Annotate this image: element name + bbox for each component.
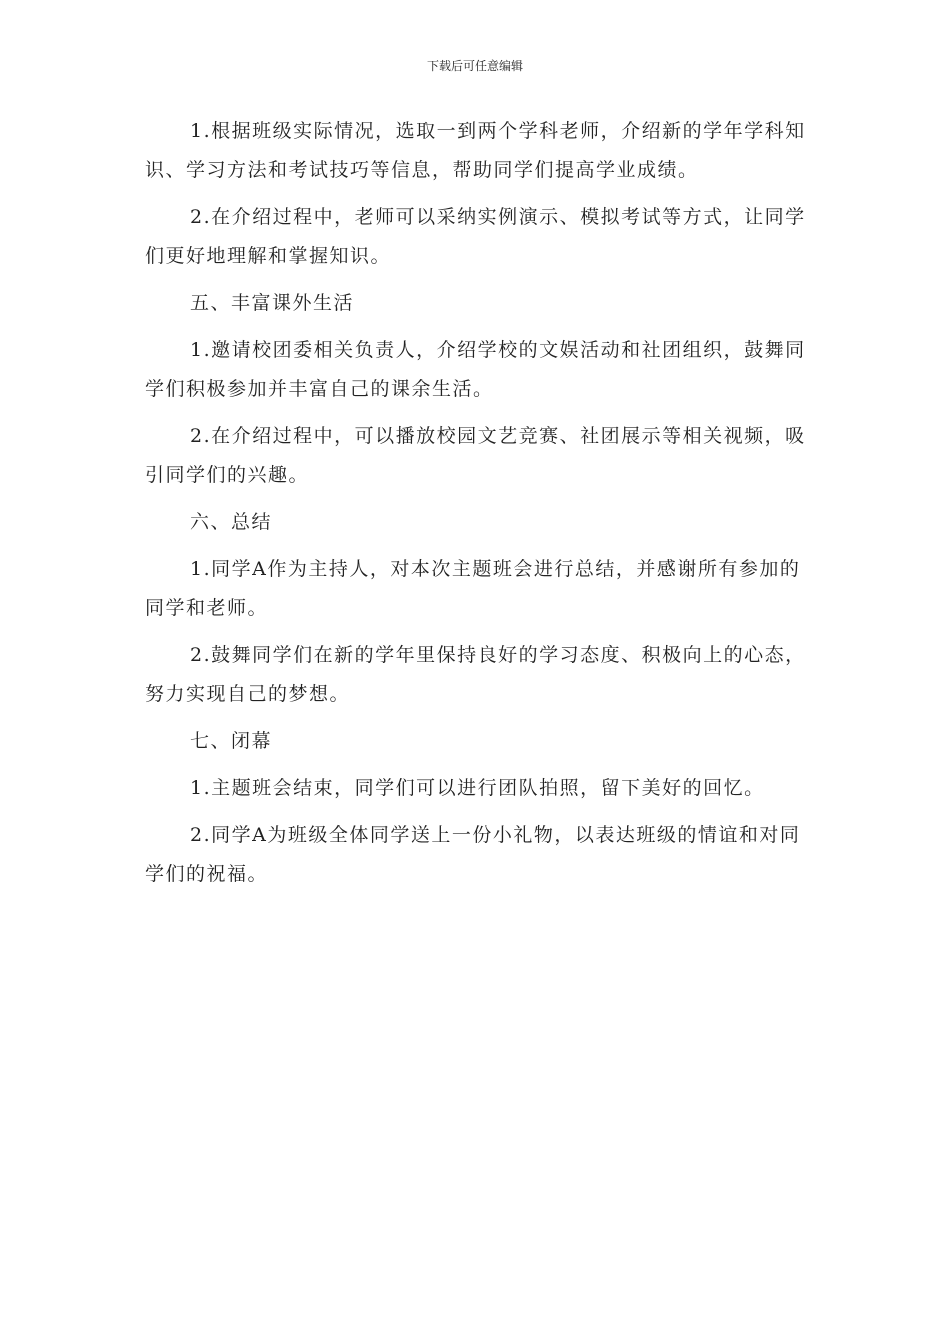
paragraph: 1.根据班级实际情况，选取一到两个学科老师，介绍新的学年学科知识、学习方法和考试技巧等信息，帮助同学们提高学业成绩。	[145, 120, 806, 181]
section-heading: 六、总结	[190, 511, 273, 533]
paragraph: 2.在介绍过程中，老师可以采纳实例演示、模拟考试等方式，让同学们更好地理解和掌握知识。	[145, 206, 806, 267]
section-heading: 五、丰富课外生活	[190, 292, 355, 314]
section-heading: 七、闭幕	[190, 730, 273, 752]
paragraph: 1.同学A作为主持人，对本次主题班会进行总结，并感谢所有参加的同学和老师。	[145, 558, 801, 619]
paragraph: 1.邀请校团委相关负责人，介绍学校的文娱活动和社团组织，鼓舞同学们积极参加并丰富自己的课余生活。	[145, 339, 806, 400]
paragraph: 2.鼓舞同学们在新的学年里保持良好的学习态度、积极向上的心态，努力实现自己的梦想。	[145, 644, 806, 705]
document-body	[145, 112, 810, 902]
paragraph: 2.在介绍过程中，可以播放校园文艺竞赛、社团展示等相关视频，吸引同学们的兴趣。	[145, 425, 806, 486]
page-header: 下载后可任意编辑	[426, 59, 523, 73]
paragraph: 2.同学A为班级全体同学送上一份小礼物，以表达班级的情谊和对同学们的祝福。	[145, 824, 801, 885]
paragraph: 1.主题班会结束，同学们可以进行团队拍照，留下美好的回忆。	[190, 777, 765, 799]
